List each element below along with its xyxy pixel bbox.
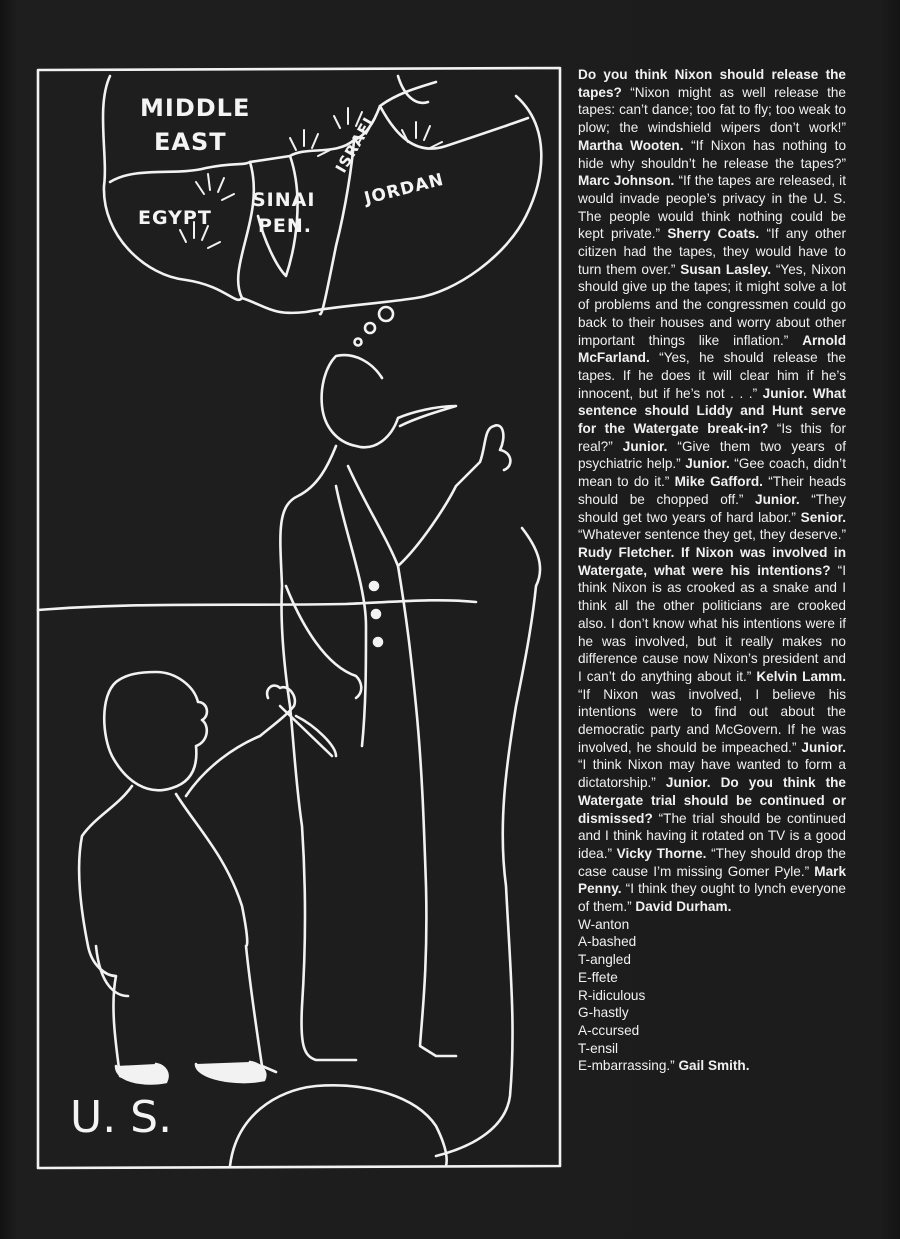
respondent-name: Mark Penny. xyxy=(578,863,846,897)
respondent-name: Junior. xyxy=(801,739,846,755)
respondent-name: David Durham. xyxy=(635,899,732,915)
question: Do you think the Watergate trial should be continued or dismissed? xyxy=(578,775,846,826)
answer: “If any other citizen had the tapes, they would have to turn them over.” xyxy=(578,226,846,277)
map-label-east: EAST xyxy=(154,128,227,156)
answer: “If Nixon has nothing to hide why shouldn’t he release the tapes?” xyxy=(578,137,847,171)
map-label-sinai: SINAI xyxy=(252,189,316,211)
answer: “I think they ought to lynch everyone of them.” xyxy=(578,881,846,915)
question: If Nixon was involved in Watergate, what were his intentions? xyxy=(578,544,847,578)
short-figure-outline xyxy=(104,672,207,790)
answer: “They should get two years of hard labor.” xyxy=(578,491,846,525)
answer: “Give them two years of psychiatric help.” xyxy=(578,438,846,472)
answer: “If Nixon was involved, I believe his intentions were to find out about the democratic party and McGovern. If he was involved, he should be impeached.” xyxy=(578,686,846,755)
acrostic-line: G-hastly xyxy=(578,1005,629,1021)
respondent-name: Junior. xyxy=(755,491,800,507)
respondent-name: Mike Gafford. xyxy=(674,474,763,490)
acrostic-line: A-bashed xyxy=(578,934,637,950)
question: Do you think Nixon should release the tapes? xyxy=(578,67,846,100)
cartoon-drawing xyxy=(36,66,562,1170)
article-text xyxy=(578,66,846,1075)
answer: “They should drop the case cause I’m missing Gomer Pyle.” xyxy=(578,845,846,879)
question: What sentence should Liddy and Hunt serve for the Watergate break-in? xyxy=(578,385,846,437)
cartoon-illustration xyxy=(36,66,562,1170)
map-label-egypt: EGYPT xyxy=(138,207,212,229)
answer: “I think Nixon may have wanted to form a dictatorship.” xyxy=(578,757,846,791)
corner-label-us: U. S. xyxy=(70,1092,173,1143)
acrostic-line: T-angled xyxy=(578,952,631,968)
respondent-name: Rudy Fletcher. xyxy=(578,544,675,560)
watergate-acrostic xyxy=(578,916,846,1075)
respondent-name: Junior. xyxy=(665,775,711,791)
answer: “Whatever sentence they get, they deserve.” xyxy=(578,527,846,543)
acrostic-line: W-anton xyxy=(578,916,630,932)
answer: “If the tapes are released, it would invade people’s privacy in the U. S. The people would think nothing could be kept private.” xyxy=(578,173,846,242)
respondent-name: Senior. xyxy=(800,509,846,525)
acrostic-last-word: E-mbarrassing.” xyxy=(578,1058,675,1074)
acrostic-line: E-ffete xyxy=(578,969,618,985)
acrostic-line: R-idiculous xyxy=(578,987,646,1003)
answer: “Nixon might as well release the tapes: can’t dance; too fat to fly; too weak to plow; the windshield wipers don’t work!” xyxy=(578,84,846,136)
acrostic-line xyxy=(578,1057,846,1075)
map-label-middle: MIDDLE xyxy=(140,94,251,122)
respondent-name: Junior. xyxy=(762,385,808,401)
answer: “Gee coach, didn’t mean to do it.” xyxy=(578,456,846,490)
acrostic-line: A-ccursed xyxy=(578,1022,640,1038)
answer: “Yes, he should release the tapes. If he does it will clear him if he’s innocent, but if he’s not . . .” xyxy=(578,350,846,401)
article-paragraph xyxy=(578,66,846,916)
respondent-name: Susan Lasley. xyxy=(680,261,772,277)
respondent-name: Marc Johnson. xyxy=(578,173,675,189)
respondent-name: Sherry Coats. xyxy=(667,226,760,242)
answer: “The trial should be continued and I think having it rotated on TV is a good idea.” xyxy=(578,810,846,861)
answer: “I think Nixon is as crooked as a snake and I think all the other politicians are crooked also. I don’t know what his intentions were if he was involved, but it really makes no difference cause now Nixon’s president and I can’t do anything about it.” xyxy=(578,562,846,684)
respondent-name: Arnold McFarland. xyxy=(578,332,846,366)
tall-figure-outline xyxy=(322,355,456,447)
answer: “Their heads should be chopped off.” xyxy=(578,474,847,507)
map-label-jordan: JORDAN xyxy=(362,169,447,209)
respondent-name: Junior. xyxy=(685,456,730,472)
respondent-name: Gail Smith. xyxy=(678,1058,750,1074)
acrostic-line: T-ensil xyxy=(578,1040,619,1056)
respondent-name: Kelvin Lamm. xyxy=(756,668,846,684)
map-label-israel: ISRAEL xyxy=(331,110,381,176)
respondent-name: Vicky Thorne. xyxy=(616,845,707,861)
answer: “Is this for real?” xyxy=(578,421,846,454)
respondent-name: Junior. xyxy=(622,438,668,454)
map-label-peninsula: PEN. xyxy=(258,215,313,237)
respondent-name: Martha Wooten. xyxy=(578,137,684,153)
answer: “Yes, Nixon should give up the tapes; it might solve a lot of problems and the congressmen could go back to their houses and worry about other important things like inflation.” xyxy=(578,261,846,348)
